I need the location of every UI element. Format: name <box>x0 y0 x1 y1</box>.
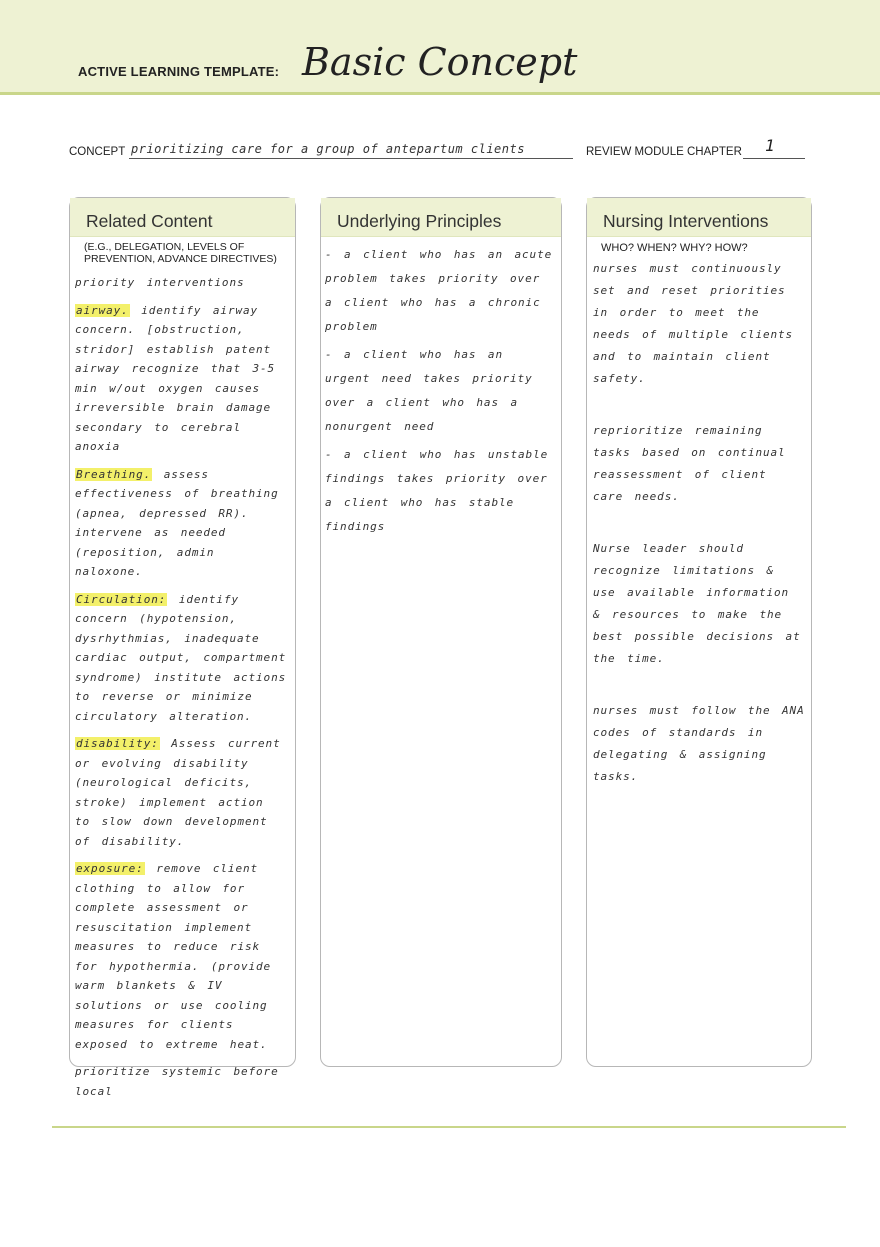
review-module-value: 1 <box>765 136 775 155</box>
related-item-airway <box>75 301 289 457</box>
related-item-text: Assess current or evolving disability (neurological deficits, stroke) implement action to slow down development of disability. <box>75 737 281 848</box>
related-item-text: assess effectiveness of breathing (apnea, depressed RR). intervene as needed (reposition, admin naloxone. <box>75 467 279 578</box>
nursing-interventions-title: Nursing Interventions <box>587 198 811 237</box>
related-content-title: Related Content <box>70 198 295 237</box>
highlight-key: exposure: <box>76 862 144 875</box>
related-item-disability <box>75 734 289 851</box>
intervention-item: nurses must continuously set and reset priorities in order to meet the needs of multiple clients and to maintain client safety. <box>593 262 794 385</box>
highlight-key: airway. <box>76 303 129 317</box>
highlight-key: disability: <box>76 737 159 750</box>
footer-divider <box>52 1126 846 1128</box>
related-item-text: identify airway concern. [obstruction, stridor] establish patent airway recognize that 3-5 min w/out oxygen causes irreversible brain damage secondary to cerebral anoxia <box>75 303 276 453</box>
underlying-principles-body <box>321 237 561 539</box>
principle-item: - a client who has unstable findings takes priority over a client who has stable findings <box>325 448 549 533</box>
intervention-item: Nurse leader should recognize limitations & use available information & resources to make the best possible decisions at the time. <box>593 542 801 665</box>
related-closing: prioritize systemic before local <box>75 1065 279 1098</box>
concept-value: prioritizing care for a group of antepartum clients <box>131 142 525 156</box>
underlying-principles-title: Underlying Principles <box>321 198 561 237</box>
nursing-interventions-panel <box>586 197 812 1067</box>
related-item-exposure <box>75 859 289 1054</box>
related-item-breathing <box>75 465 289 582</box>
highlight-key: Breathing. <box>76 467 152 481</box>
principle-item: - a client who has an urgent need takes priority over a client who has a nonurgent need <box>325 348 533 433</box>
concept-row <box>69 138 809 162</box>
review-module-label: REVIEW MODULE CHAPTER <box>586 146 742 158</box>
page-title: Basic Concept <box>302 40 578 84</box>
related-intro: priority interventions <box>75 276 245 289</box>
related-content-body <box>70 265 295 1101</box>
related-item-circulation <box>75 590 289 727</box>
intervention-item: nurses must follow the ANA codes of standards in delegating & assigning tasks. <box>593 704 805 783</box>
intervention-item: reprioritize remaining tasks based on continual reassessment of client care needs. <box>593 424 786 503</box>
concept-field[interactable] <box>129 142 573 159</box>
principle-item: - a client who has an acute problem takes priority over a client who has a chronic problem <box>325 248 553 333</box>
related-item-text: remove client clothing to allow for complete assessment or resuscitation implement measures to reduce risk for hypothermia. (provide warm blankets & IV solutions or use cooling measures for clients exposed to extreme heat. <box>75 862 272 1051</box>
nursing-interventions-subtitle: WHO? WHEN? WHY? HOW? <box>601 242 748 254</box>
concept-label: CONCEPT <box>69 146 126 158</box>
review-module-field[interactable] <box>743 138 805 159</box>
related-content-panel <box>69 197 296 1098</box>
related-content-subtitle: (E.G., DELEGATION, LEVELS OF PREVENTION, ADVANCE DIRECTIVES) <box>84 241 277 265</box>
underlying-principles-panel <box>320 197 562 1067</box>
template-label: ACTIVE LEARNING TEMPLATE: <box>78 64 280 79</box>
highlight-key: Circulation: <box>76 592 167 606</box>
nursing-interventions-body <box>587 254 811 788</box>
related-item-text: identify concern (hypotension, dysrhythmias, inadequate cardiac output, compartment syndrome) institute actions to reverse or minimize circulatory alteration. <box>75 592 287 723</box>
